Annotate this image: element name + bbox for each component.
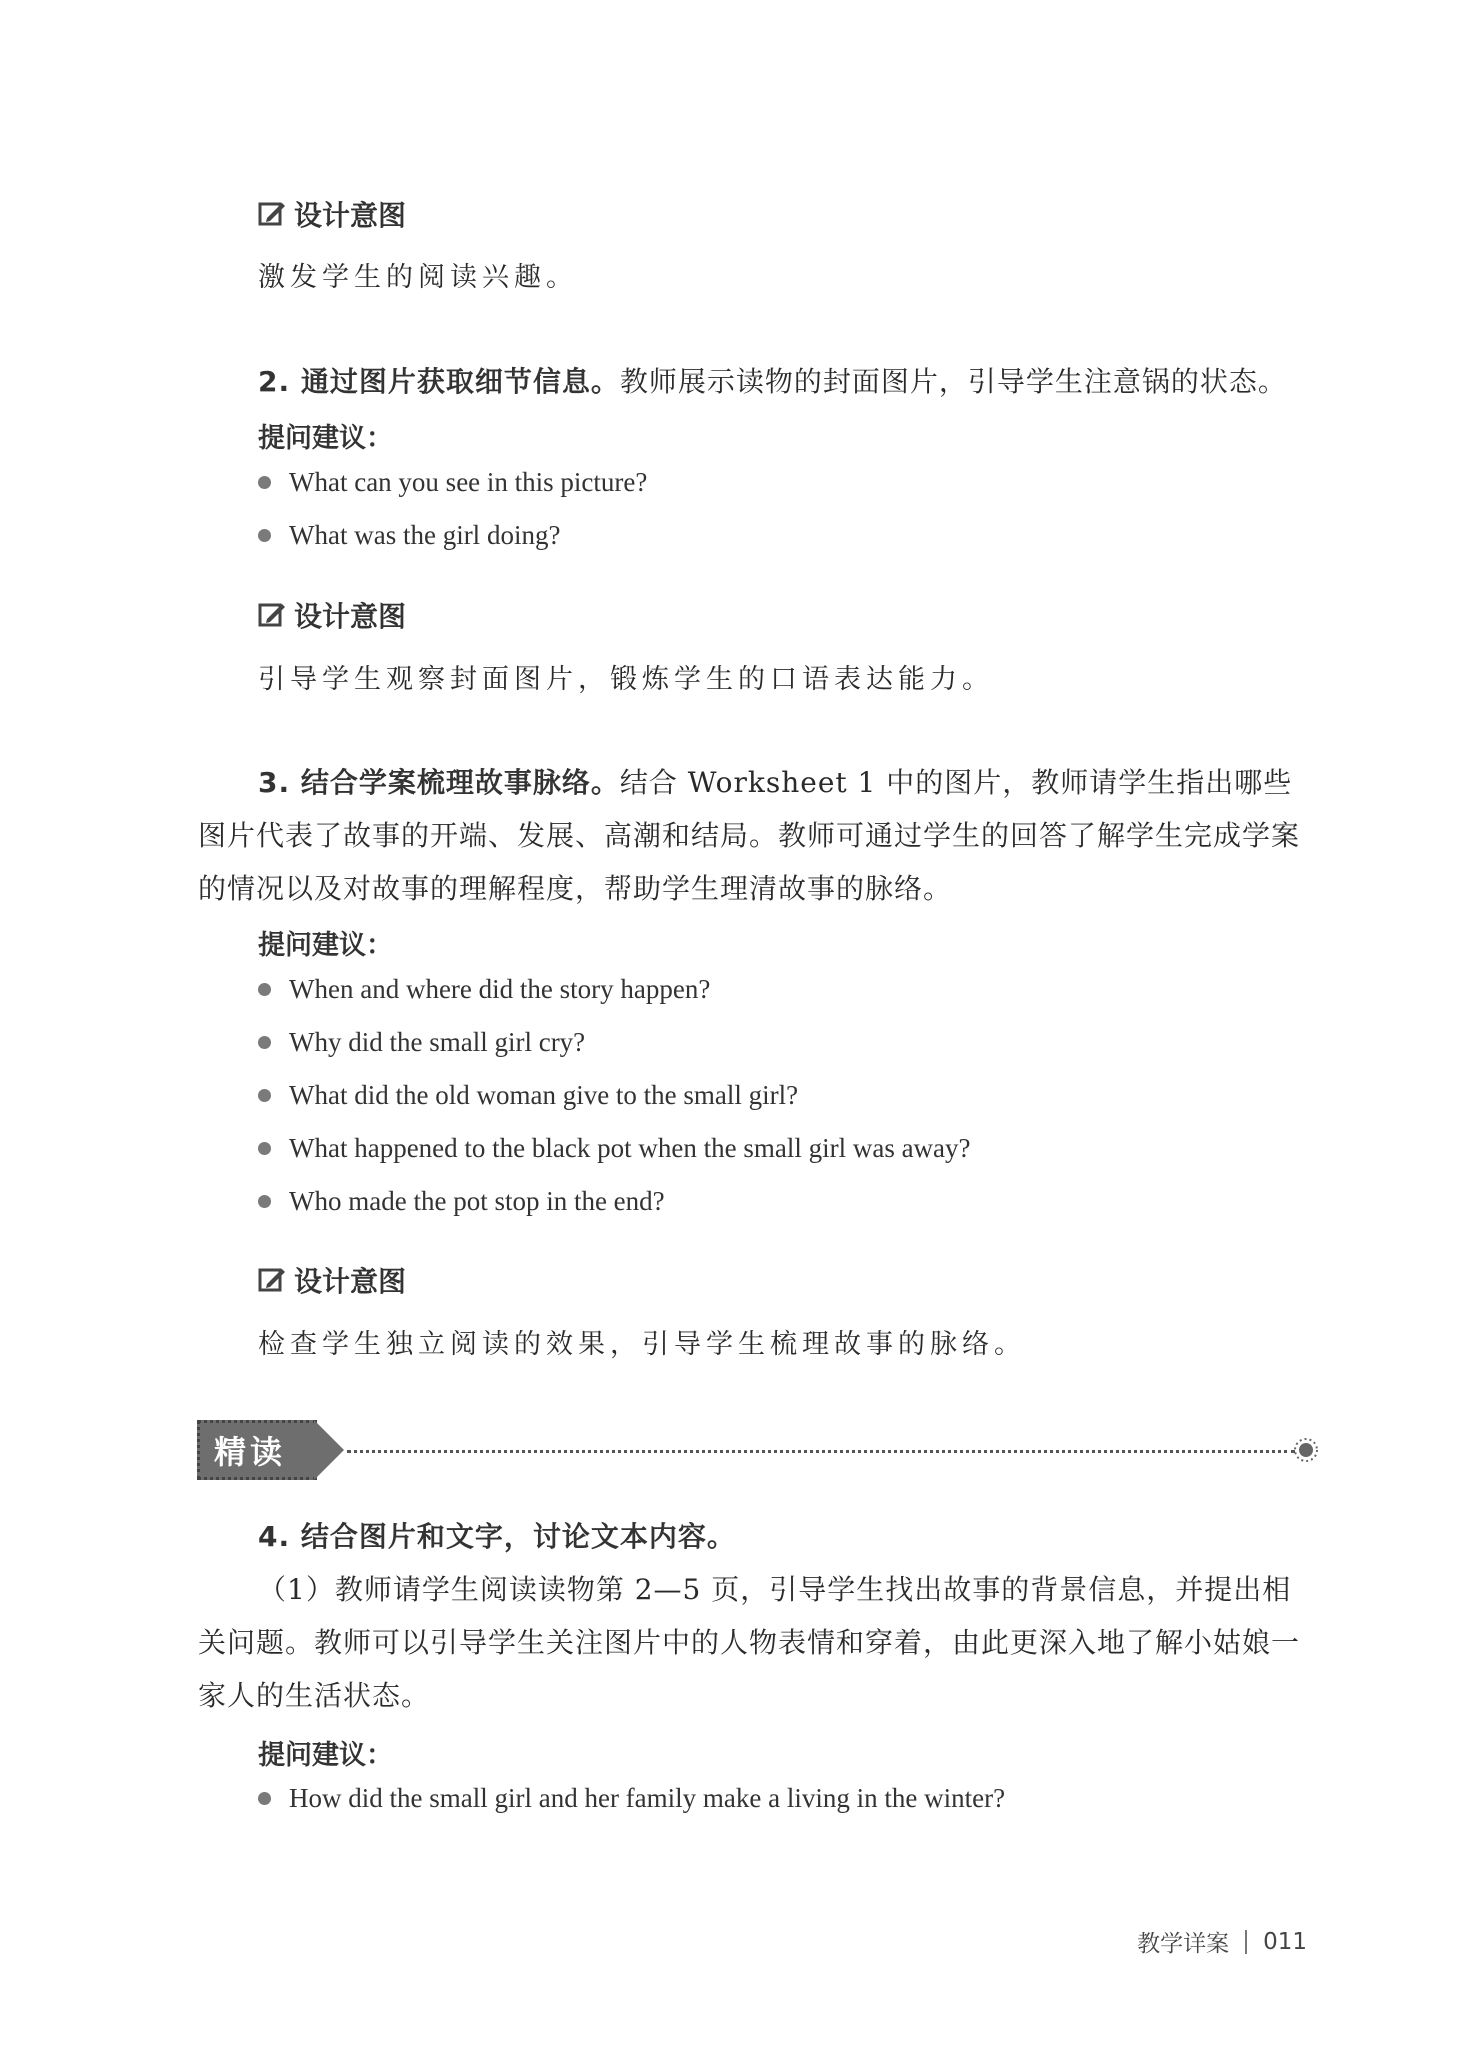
step-2-paragraph: 2. 通过图片获取细节信息。教师展示读物的封面图片，引导学生注意锅的状态。 [258, 365, 1287, 398]
question-list [258, 456, 647, 562]
question-suggestion-label: 提问建议： [258, 423, 393, 454]
banner-dotted-line [347, 1450, 1295, 1453]
list-item: Why did the small girl cry? [258, 1016, 971, 1069]
intensive-reading-banner [197, 1416, 1327, 1486]
design-intent-text: 激发学生的阅读兴趣。 [258, 262, 578, 293]
bullet-icon [258, 476, 271, 489]
question-suggestion-label: 提问建议： [258, 930, 393, 961]
step-3-paragraph: 3. 结合学案梳理故事脉络。结合 Worksheet 1 中的图片，教师请学生指出哪些图片代表了故事的开端、发展、高潮和结局。教师可通过学生的回答了解学生完成学案的情况以及对故事的理解程度，帮助学生理清故事的脉络。 [198, 766, 1301, 905]
bullet-icon [258, 1792, 271, 1805]
question-suggestion-label: 提问建议： [258, 1740, 393, 1771]
design-intent-heading: 设计意图 [258, 194, 406, 234]
question-list [258, 1772, 1005, 1825]
step-4-paragraph: （1）教师请学生阅读读物第 2—5 页，引导学生找出故事的背景信息，并提出相关问题。教师可以引导学生关注图片中的人物表情和穿着，由此更深入地了解小姑娘一家人的生活状态。 [198, 1573, 1301, 1712]
list-item: When and where did the story happen? [258, 963, 971, 1016]
bullet-icon [258, 529, 271, 542]
sun-ornament-icon [1293, 1437, 1319, 1463]
design-intent-text: 检查学生独立阅读的效果，引导学生梳理故事的脉络。 [258, 1329, 1026, 1360]
list-item: Who made the pot stop in the end? [258, 1175, 971, 1228]
footer-label: 教学详案 [1137, 1931, 1230, 1957]
question-list [258, 963, 971, 1228]
bullet-icon [258, 1036, 271, 1049]
banner-label: 精读 [197, 1420, 317, 1480]
list-item: What can you see in this picture? [258, 456, 647, 509]
edit-note-icon [258, 1266, 286, 1294]
step-4-heading: 4. 结合图片和文字，讨论文本内容。 [258, 1520, 736, 1553]
bullet-icon [258, 1195, 271, 1208]
design-intent-heading: 设计意图 [258, 595, 406, 635]
list-item: How did the small girl and her family make a living in the winter? [258, 1772, 1005, 1825]
edit-note-icon [258, 200, 286, 228]
design-intent-text: 引导学生观察封面图片，锻炼学生的口语表达能力。 [258, 664, 994, 695]
design-intent-heading: 设计意图 [258, 1260, 406, 1300]
list-item: What happened to the black pot when the small girl was away? [258, 1122, 971, 1175]
list-item: What did the old woman give to the small girl? [258, 1069, 971, 1122]
list-item: What was the girl doing? [258, 509, 647, 562]
edit-note-icon [258, 601, 286, 629]
bullet-icon [258, 1089, 271, 1102]
bullet-icon [258, 983, 271, 996]
footer-divider [1245, 1930, 1247, 1954]
page-number: 011 [1263, 1928, 1307, 1955]
page-footer [1137, 1925, 1307, 1958]
banner-arrow-icon [314, 1420, 344, 1480]
bullet-icon [258, 1142, 271, 1155]
